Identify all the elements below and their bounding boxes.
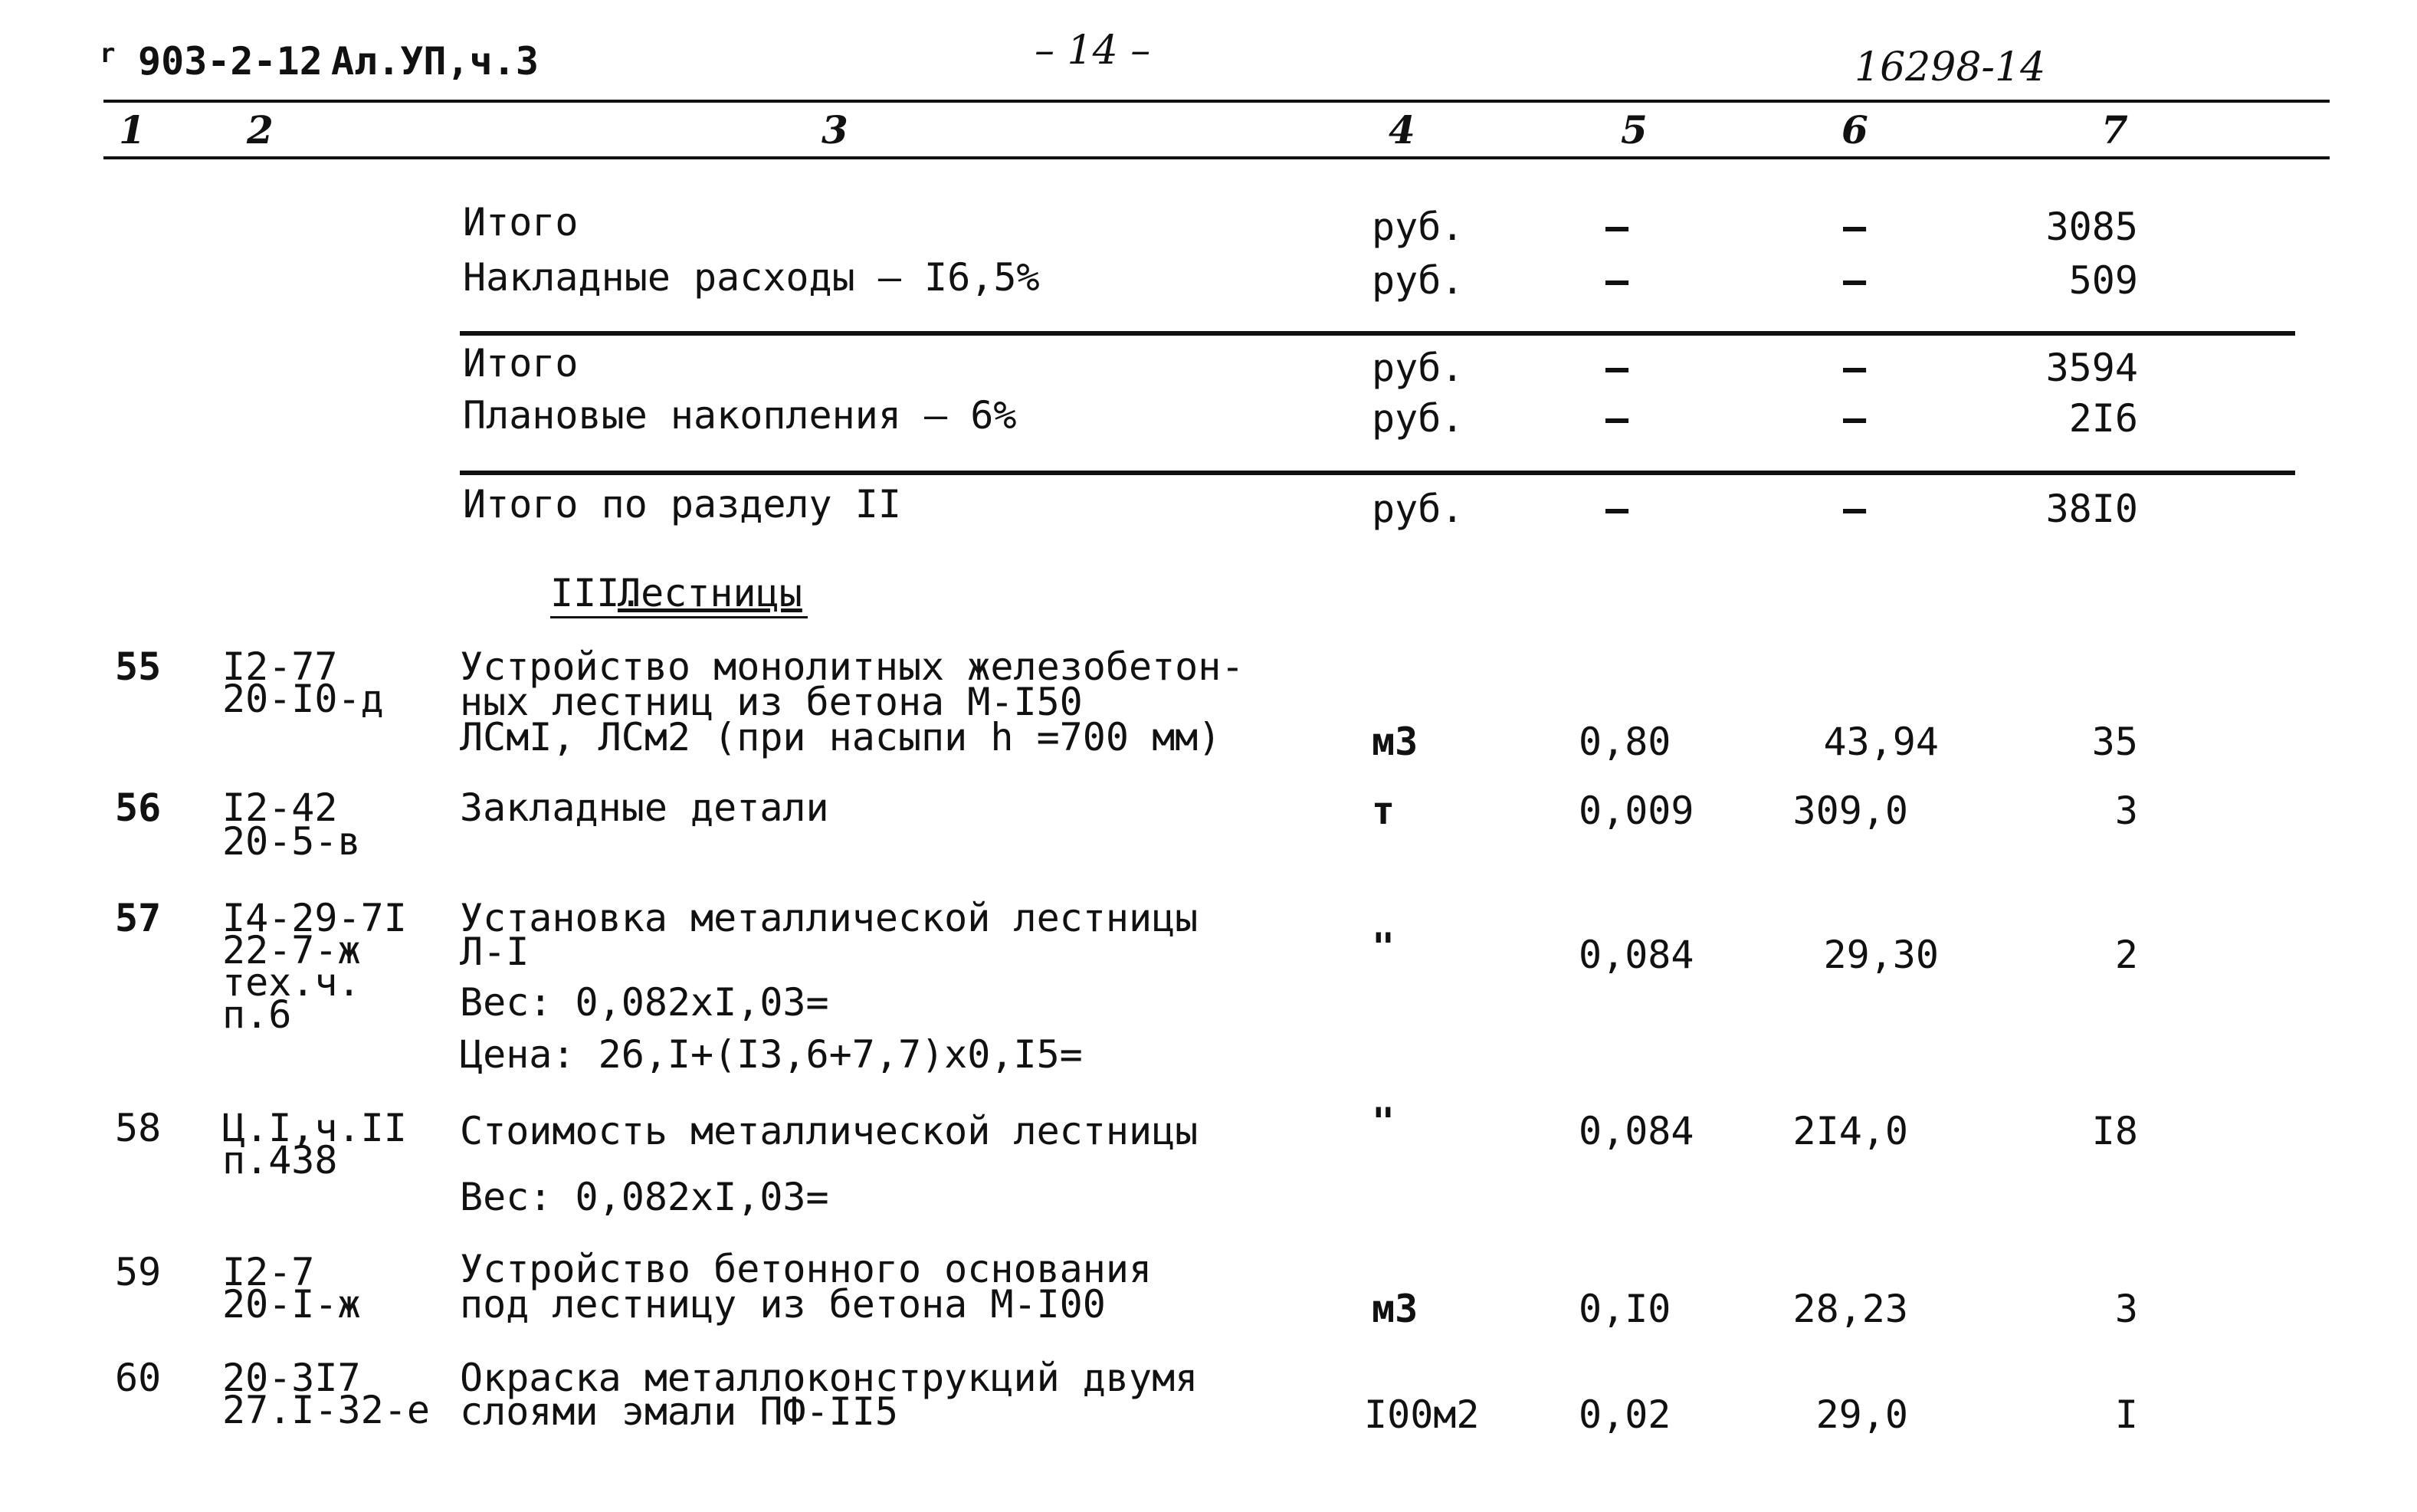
row-total: I (2114, 1392, 2138, 1437)
row-code: 20-I-ж (222, 1282, 361, 1327)
row-code: тех.ч. (222, 960, 361, 1005)
row-total: I8 (2091, 1109, 2138, 1153)
row-qty: 0,084 (1579, 933, 1694, 977)
row-qty: 0,009 (1579, 789, 1694, 833)
row-code: I4-29-7I (222, 896, 407, 940)
row-code: I2-77 (222, 644, 338, 689)
summary-price: – (1843, 258, 1867, 303)
row-description: Закладные детали (460, 786, 829, 830)
summary-total: 509 (2068, 258, 2138, 303)
row-qty: 0,I0 (1579, 1287, 1671, 1331)
summary-total: 38I0 (2045, 487, 2138, 531)
doc-part: Ал.УП,ч.3 (331, 39, 539, 84)
column-number-6: 6 (1841, 107, 1868, 153)
row-price: 309,0 (1792, 789, 1908, 833)
corner-mark: r (100, 38, 116, 69)
summary-divider (460, 331, 2295, 336)
column-number-5: 5 (1621, 107, 1648, 153)
row-description: Стоимость металлической лестницы (460, 1109, 1199, 1153)
row-qty: 0,80 (1579, 720, 1671, 764)
row-unit: " (1372, 925, 1395, 969)
summary-divider (460, 471, 2295, 475)
row-note: Вес: 0,082хI,03= (460, 1175, 829, 1219)
row-unit: " (1372, 1100, 1395, 1144)
row-price: 2I4,0 (1792, 1109, 1908, 1153)
summary-price: – (1843, 396, 1867, 441)
row-description: Установка металлической лестницы (460, 896, 1199, 940)
row-code: 20-I0-д (222, 677, 384, 721)
summary-qty: – (1605, 205, 1629, 249)
row-code: 22-7-ж (222, 928, 361, 972)
row-code: I2-42 (222, 786, 338, 830)
row-unit: м3 (1372, 720, 1418, 764)
summary-unit: руб. (1372, 346, 1464, 390)
column-number-7: 7 (2101, 107, 2128, 153)
summary-unit: руб. (1372, 205, 1464, 249)
row-price: 43,94 (1823, 720, 1939, 764)
row-description: Л-I (460, 930, 530, 974)
row-number: 59 (115, 1250, 162, 1294)
section-title: Лестницы (618, 571, 802, 615)
row-code: 20-3I7 (222, 1356, 361, 1400)
row-price: 29,0 (1815, 1392, 1908, 1437)
row-number: 57 (115, 896, 162, 940)
row-total: 3 (2114, 1287, 2138, 1331)
row-number: 55 (115, 644, 162, 689)
row-number: 58 (115, 1106, 162, 1150)
row-note: Цена: 26,I+(I3,6+7,7)х0,I5= (460, 1032, 1083, 1077)
page-number: – 14 – (1035, 28, 1151, 74)
row-description: ных лестниц из бетона М-I50 (460, 680, 1083, 724)
summary-total: 2I6 (2068, 396, 2138, 441)
row-unit: I00м2 (1364, 1392, 1480, 1437)
section-underline (550, 616, 808, 618)
summary-total: 3594 (2045, 346, 2138, 390)
summary-qty: – (1605, 396, 1629, 441)
row-description: Окраска металлоконструкций двумя (460, 1356, 1199, 1400)
row-total: 2 (2114, 933, 2138, 977)
column-number-4: 4 (1389, 107, 1415, 153)
column-number-3: 3 (822, 107, 848, 153)
summary-qty: – (1605, 487, 1629, 531)
summary-qty: – (1605, 346, 1629, 390)
row-total: 3 (2114, 789, 2138, 833)
row-code: I2-7 (222, 1250, 315, 1294)
row-price: 28,23 (1792, 1287, 1908, 1331)
summary-price: – (1843, 346, 1867, 390)
summary-label: Итого (463, 341, 579, 385)
row-qty: 0,02 (1579, 1392, 1671, 1437)
summary-label: Итого (463, 200, 579, 244)
summary-unit: руб. (1372, 258, 1464, 303)
row-code: 20-5-в (222, 819, 361, 864)
summary-label: Накладные расходы – I6,5% (463, 255, 1040, 300)
header-top-rule (103, 100, 2330, 103)
row-note: Вес: 0,082хI,03= (460, 980, 829, 1025)
row-number: 60 (115, 1356, 162, 1400)
column-number-1: 1 (119, 107, 146, 153)
row-description: Устройство монолитных железобетон- (460, 644, 1245, 689)
row-description: слоями эмали ПФ-II5 (460, 1389, 898, 1434)
row-qty: 0,084 (1579, 1109, 1694, 1153)
summary-price: – (1843, 487, 1867, 531)
section-number: III. (550, 571, 643, 615)
header-bottom-rule (103, 156, 2330, 159)
doc-code: 903-2-12 (138, 39, 323, 84)
column-number-2: 2 (247, 107, 274, 153)
row-unit: т (1372, 789, 1395, 833)
summary-unit: руб. (1372, 396, 1464, 441)
row-code: п.438 (222, 1138, 338, 1182)
row-description: под лестницу из бетона М-I00 (460, 1282, 1106, 1327)
row-code: 27.I-32-е (222, 1388, 430, 1432)
summary-total: 3085 (2045, 205, 2138, 249)
row-total: 35 (2091, 720, 2138, 764)
row-code: п.6 (222, 992, 292, 1037)
summary-unit: руб. (1372, 487, 1464, 531)
sheet-number: 16298-14 (1855, 44, 2046, 90)
row-description: ЛСмI, ЛСм2 (при насыпи h =700 мм) (460, 715, 1222, 759)
summary-qty: – (1605, 258, 1629, 303)
summary-price: – (1843, 205, 1867, 249)
summary-label: Итого по разделу II (463, 482, 901, 526)
summary-label: Плановые накопления – 6% (463, 393, 1017, 438)
row-description: Устройство бетонного основания (460, 1247, 1153, 1291)
row-price: 29,30 (1823, 933, 1939, 977)
row-unit: м3 (1372, 1287, 1418, 1331)
row-number: 56 (115, 786, 162, 830)
row-code: Ц.I,ч.II (222, 1106, 407, 1150)
